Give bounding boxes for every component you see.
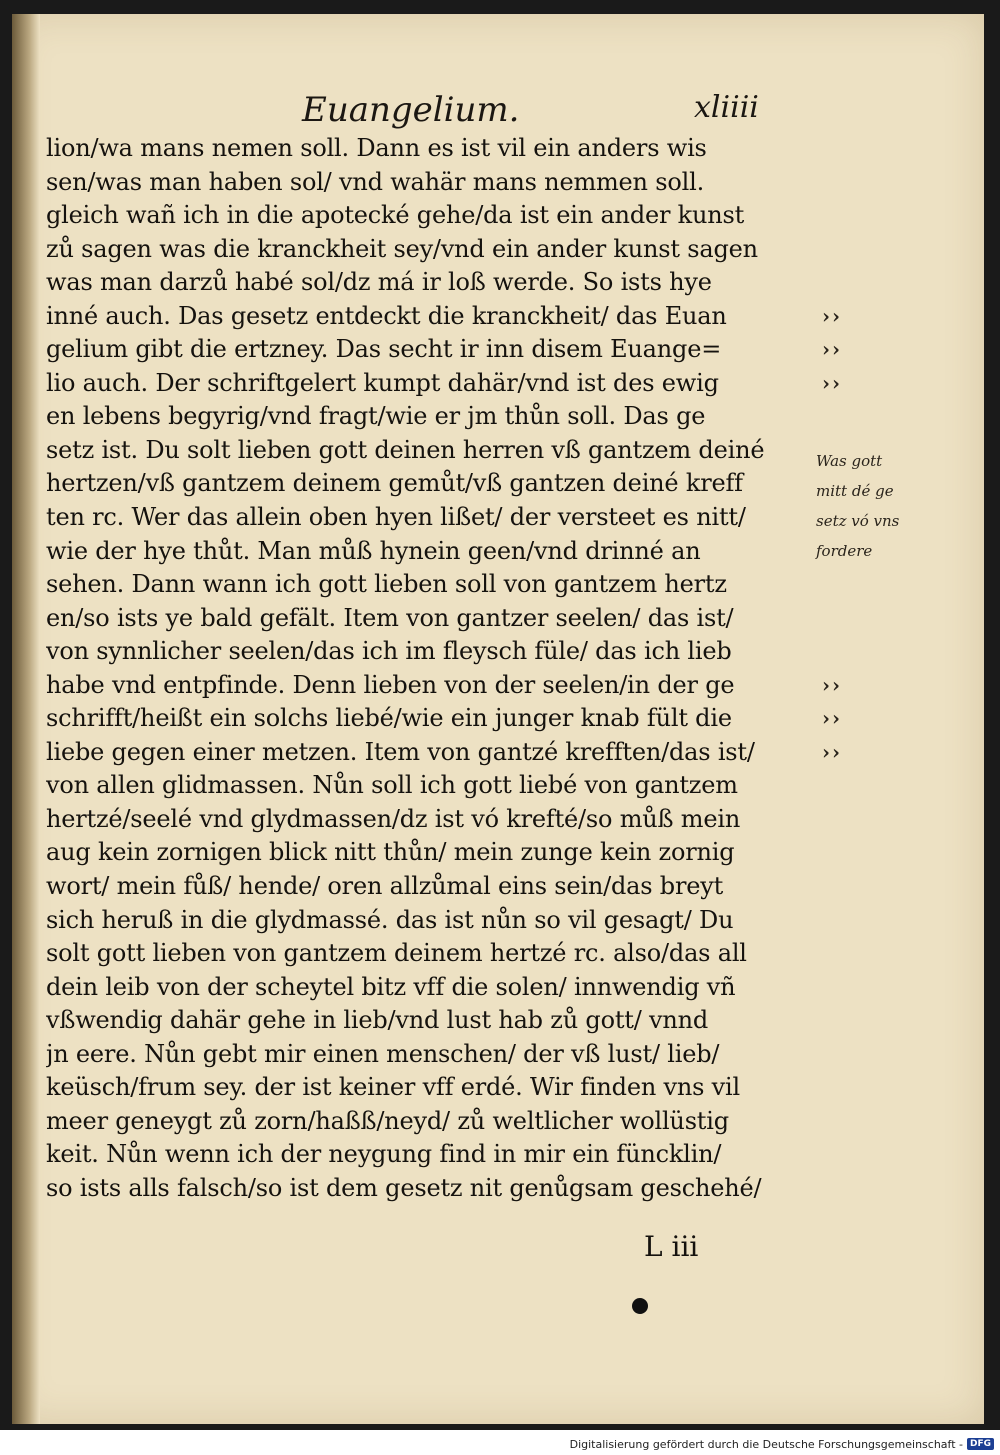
- text-line: habe vnd entpfinde. Denn lieben von der seelen/in der ge: [46, 670, 735, 699]
- text-line: vßwendig dahär gehe in lieb/vnd lust hab zů gott/ vnnd: [46, 1006, 709, 1035]
- text-line: schrifft/heißt ein solchs liebé/wie ein junger knab fült die: [46, 704, 732, 733]
- quote-mark: ››: [822, 370, 842, 395]
- text-line: liebe gegen einer metzen. Item von gantzé krefften/das ist/: [46, 737, 755, 766]
- marginal-note: [816, 446, 936, 566]
- dfg-logo: DFG: [967, 1438, 994, 1450]
- marginal-note-line: Was gott: [816, 452, 883, 470]
- text-line: hertzen/vß gantzem deinem gemůt/vß gantzen deiné kreff: [46, 469, 743, 498]
- text-line: wort/ mein fůß/ hende/ oren allzůmal eins sein/das breyt: [46, 872, 724, 901]
- text-line: zů sagen was die kranckheit sey/vnd ein ander kunst sagen: [46, 234, 758, 263]
- text-line: hertzé/seelé vnd glydmassen/dz ist vó krefté/so můß mein: [46, 804, 741, 833]
- quote-mark: ››: [822, 739, 842, 764]
- text-line: sich heruß in die glydmassé. das ist nůn so vil gesagt/ Du: [46, 905, 734, 934]
- signature-mark: L iii: [644, 1230, 699, 1263]
- text-line: meer geneygt zů zorn/haßß/neyd/ zů weltlicher wollüstig: [46, 1106, 729, 1135]
- text-line: von allen glidmassen. Nůn soll ich gott liebé von gantzem: [46, 771, 738, 800]
- marginal-note-line: mitt dé ge: [816, 482, 894, 500]
- marginal-note-line: setz vó vns: [816, 512, 900, 530]
- quote-mark: ››: [822, 672, 842, 697]
- folio-number: xliiii: [694, 90, 759, 125]
- footer-credit: [570, 1435, 994, 1453]
- text-line: jn eere. Nůn gebt mir einen menschen/ der vß lust/ lieb/: [46, 1039, 720, 1068]
- text-line: gelium gibt die ertzney. Das secht ir inn disem Euange=: [46, 335, 722, 364]
- running-title: Euangelium.: [302, 90, 520, 130]
- text-line: was man darzů habé sol/dz má ir loß werde. So ists hye: [46, 268, 712, 297]
- text-line: en/so ists ye bald gefält. Item von gantzer seelen/ das ist/: [46, 603, 734, 632]
- text-line: en lebens begyrig/vnd fragt/wie er jm thůn soll. Das ge: [46, 402, 706, 431]
- text-line: gleich wañ ich in die apotecké gehe/da ist ein ander kunst: [46, 201, 745, 230]
- text-line: lio auch. Der schriftgelert kumpt dahär/vnd ist des ewig: [46, 368, 719, 397]
- text-line: keüsch/frum sey. der ist keiner vff erdé. Wir finden vns vil: [46, 1073, 740, 1102]
- text-line: lion/wa mans nemen soll. Dann es ist vil ein anders wis: [46, 134, 707, 162]
- marginal-note-line: fordere: [816, 542, 873, 560]
- page-gutter: [12, 14, 40, 1424]
- quote-mark: ››: [822, 303, 842, 328]
- quote-mark: ››: [822, 337, 842, 362]
- text-line: keit. Nůn wenn ich der neygung find in mir ein füncklin/: [46, 1140, 722, 1169]
- text-line: ten rc. Wer das allein oben hyen lißet/ der versteet es nitt/: [46, 503, 746, 532]
- text-line: sehen. Dann wann ich gott lieben soll von gantzem hertz: [46, 570, 727, 599]
- text-line: solt gott lieben von gantzem deinem hertzé rc. also/das all: [46, 939, 747, 968]
- text-line: setz ist. Du solt lieben gott deinen herren vß gantzem deiné: [46, 435, 765, 464]
- footer-text: Digitalisierung gefördert durch die Deutsche Forschungsgemeinschaft -: [569, 1437, 963, 1451]
- text-line: dein leib von der scheytel bitz vff die solen/ innwendig vñ: [46, 972, 736, 1001]
- text-line: inné auch. Das gesetz entdeckt die kranckheit/ das Euan: [46, 301, 727, 330]
- book-page: [12, 14, 984, 1424]
- body-text: [46, 132, 836, 1206]
- text-line: von synnlicher seelen/das ich im fleysch füle/ das ich lieb: [46, 637, 732, 666]
- ink-dot: [632, 1298, 648, 1314]
- text-line: so ists alls falsch/so ist dem gesetz nit genůgsam geschehé/: [46, 1173, 762, 1202]
- text-line: sen/was man haben sol/ vnd wahär mans nemmen soll.: [46, 167, 704, 196]
- text-line: wie der hye thůt. Man můß hynein geen/vnd drinné an: [46, 536, 701, 565]
- text-line: aug kein zornigen blick nitt thůn/ mein zunge kein zornig: [46, 838, 735, 867]
- quote-mark: ››: [822, 706, 842, 731]
